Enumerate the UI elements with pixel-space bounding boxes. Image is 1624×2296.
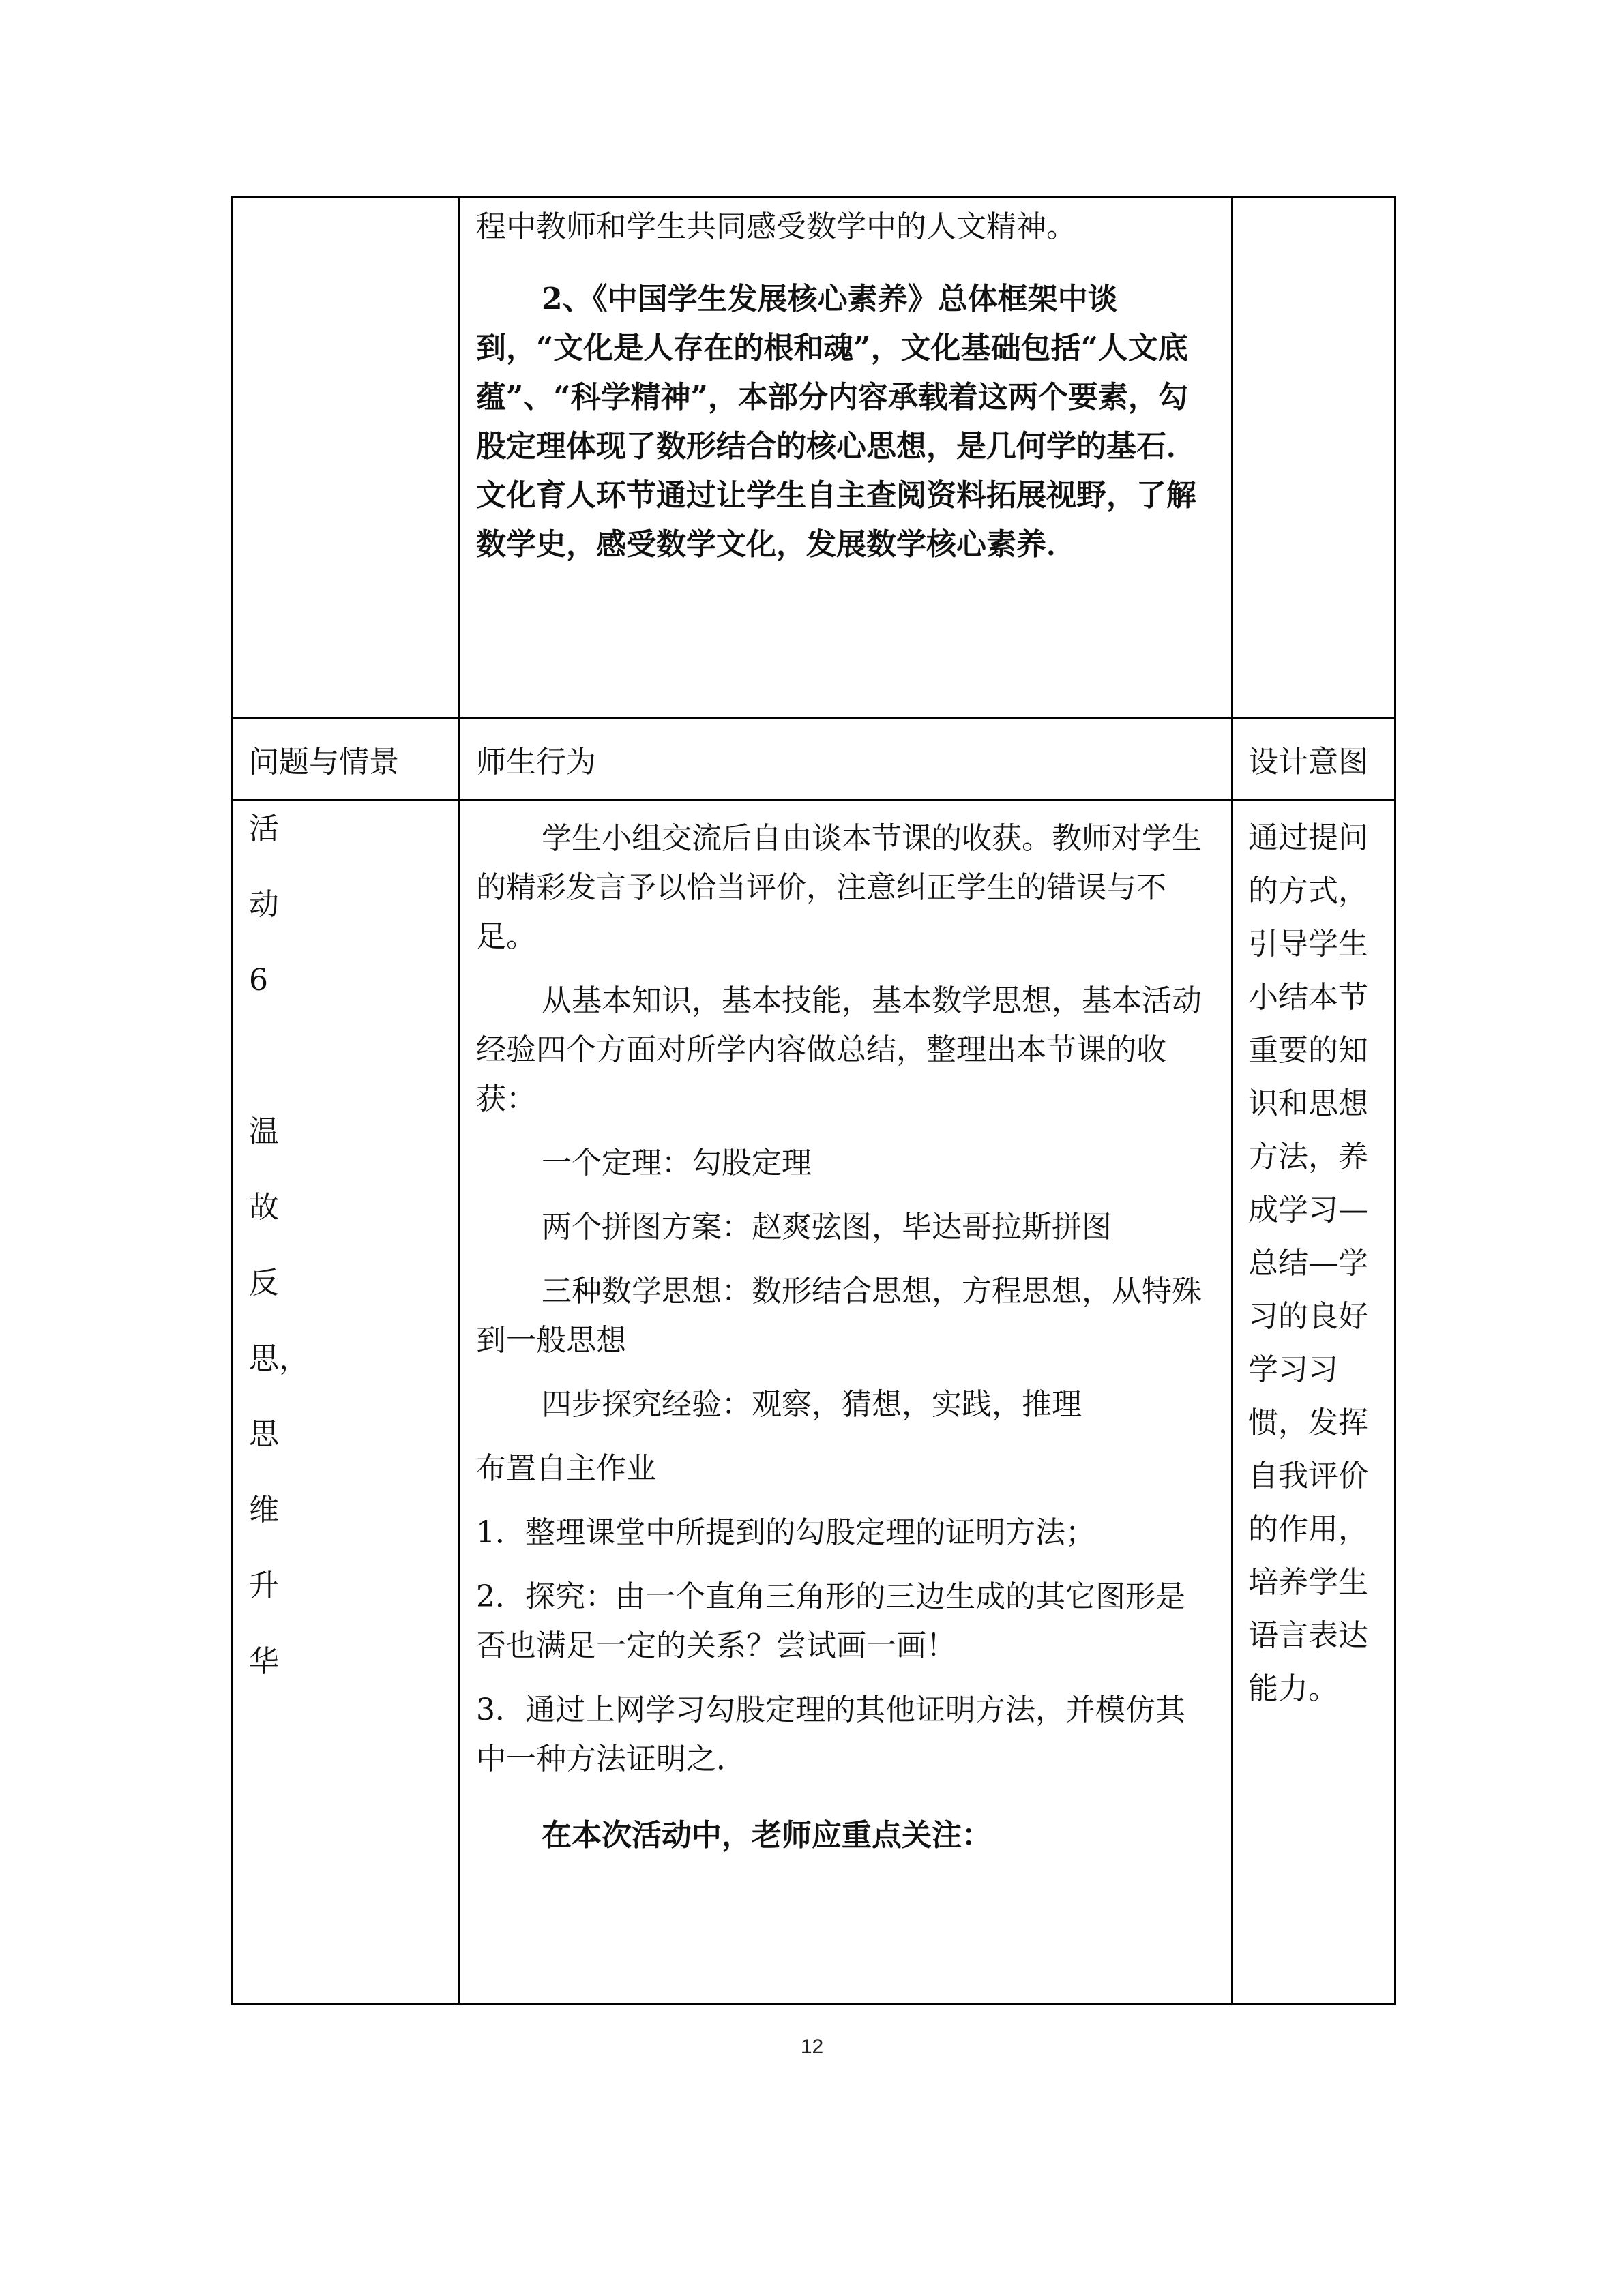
- activity-label-char: 思，: [249, 1341, 309, 1376]
- table-header-row: [232, 718, 1396, 800]
- design-intent-cell: [1232, 800, 1396, 2004]
- continuation-text: 程中教师和学生共同感受数学中的人文精神。: [476, 209, 1076, 244]
- homework-item: 3．通过上网学习勾股定理的其他证明方法，并模仿其中一种方法证明之．: [476, 1693, 1185, 1776]
- activity-label-char: 温: [249, 1114, 279, 1149]
- column-header-behavior: 师生行为: [476, 744, 596, 779]
- homework-item: 1．整理课堂中所提到的勾股定理的证明方法；: [476, 1515, 1095, 1550]
- core-literacy-paragraph: 2、《中国学生发展核心素养》总体框架中谈到，“文化是人存在的根和魂”，文化基础包括“人文底蕴”、“科学精神”，本部分内容承载着这两个要素，勾股定理体现了数形结合的核心思想，是几何学的基石．文化育人环节通过让学生自主查阅资料拓展视野，了解数学史，感受数学文化，发展数学核心素养．: [476, 282, 1196, 562]
- column-header-intent: 设计意图: [1248, 744, 1368, 779]
- lesson-plan-page: [231, 196, 1394, 2005]
- summary-item: 一个定理：勾股定理: [542, 1146, 812, 1180]
- design-intent-text: 通过提问的方式，引导学生小结本节重要的知识和思想方法，养成学习—总结—学习的良好学习习惯，发挥自我评价的作用，培养学生语言表达能力。: [1248, 820, 1368, 1706]
- activity-label-char: 升: [249, 1568, 279, 1603]
- teacher-student-behavior-cell: [459, 800, 1232, 2004]
- homework-item: 2．探究：由一个直角三角形的三边生成的其它图形是否也满足一定的关系？尝试画一画！: [476, 1579, 1185, 1663]
- activity-label-char: 思: [249, 1417, 279, 1452]
- empty-cell: [232, 198, 459, 718]
- activity-label-char: 活: [249, 811, 279, 846]
- activity-label-char: 反: [249, 1266, 279, 1300]
- lesson-plan-table: [231, 196, 1396, 2005]
- behavior-paragraph: 学生小组交流后自由谈本节课的收获。教师对学生的精彩发言予以恰当评价，注意纠正学生的错误与不足。: [476, 821, 1202, 954]
- activity-label-char: 故: [249, 1190, 279, 1225]
- table-row: [232, 198, 1396, 718]
- activity-label-cell: [232, 800, 459, 2004]
- activity-label-char: 6: [249, 963, 268, 998]
- summary-item: 三种数学思想：数形结合思想，方程思想，从特殊到一般思想: [476, 1274, 1202, 1358]
- continuation-cell: [459, 198, 1232, 718]
- activity-label-char: 动: [249, 887, 279, 922]
- behavior-paragraph: 从基本知识，基本技能，基本数学思想，基本活动经验四个方面对所学内容做总结，整理出本节课的收获：: [476, 983, 1202, 1116]
- summary-item: 四步探究经验：观察，猜想，实践，推理: [542, 1387, 1082, 1422]
- summary-item: 两个拼图方案：赵爽弦图，毕达哥拉斯拼图: [542, 1210, 1112, 1244]
- activity-label-char: [249, 1040, 458, 1073]
- table-row: [232, 800, 1396, 2004]
- empty-cell: [1232, 198, 1396, 718]
- focus-heading: 在本次活动中，老师应重点关注：: [542, 1818, 992, 1853]
- homework-title: 布置自主作业: [476, 1451, 656, 1486]
- column-header-scenario: 问题与情景: [249, 744, 399, 779]
- page-number: 12: [800, 2036, 824, 2058]
- activity-label-char: 维: [249, 1493, 279, 1527]
- activity-label-char: 华: [249, 1644, 279, 1679]
